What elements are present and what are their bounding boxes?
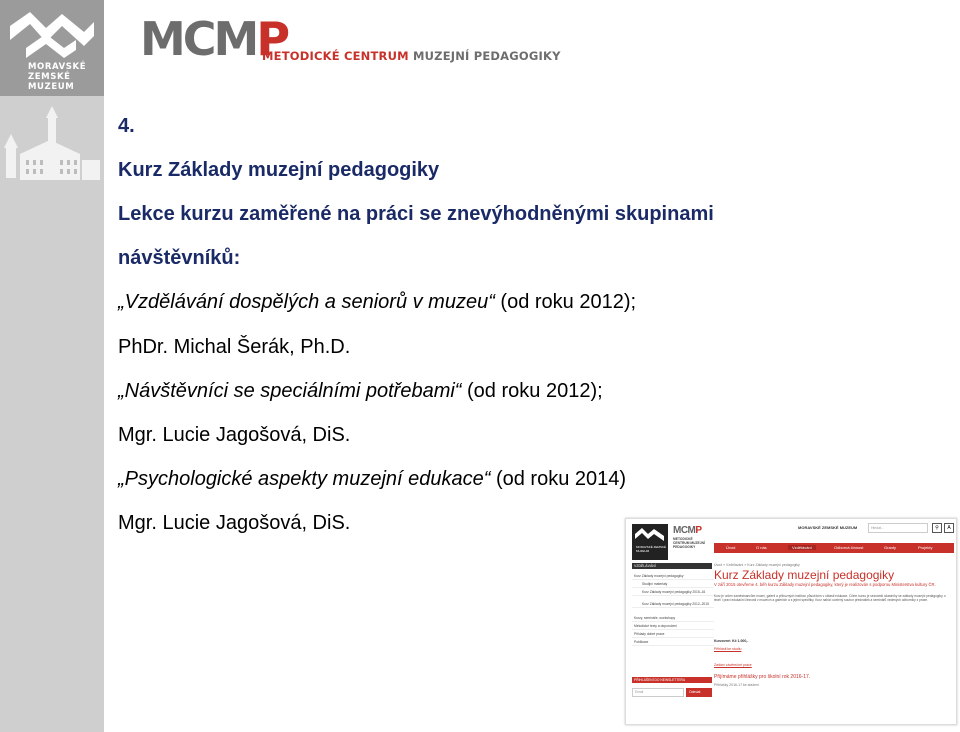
lesson-3-title: „Psychologické aspekty muzejní edukace“: [118, 468, 491, 490]
site-nav: [714, 543, 954, 553]
town-silhouette-image: [0, 104, 104, 194]
site-sidebar-heading: VZDĚLÁVÁNÍ: [632, 563, 712, 569]
lesson-2-title: „Návštěvníci se speciálními potřebami“: [118, 380, 462, 402]
mcmp-subtitle: METODICKÉ CENTRUM MUZEJNÍ PEDAGOGIKY: [262, 49, 561, 63]
mcmp-logo-red: P: [256, 12, 288, 66]
lesson-3-author: Mgr. Lucie Jagošová, DiS.: [118, 512, 351, 534]
site-newsletter-input[interactable]: Email: [632, 688, 684, 697]
site-nav-item[interactable]: O nás: [756, 545, 767, 550]
site-link-apply[interactable]: Přihlásit ke studiu: [714, 647, 742, 651]
site-breadcrumb: Úvod » Vzdělávání » Kurz Základy muzejní pedagogiky: [714, 563, 800, 567]
site-nav-item[interactable]: Úvod: [726, 545, 736, 550]
site-intro: V září 2015 otevřeme 4. běh kurzu Základy muzejní pedagogiky, který je realizován s podporou Ministerstva kultury ČR.: [714, 582, 936, 587]
sidebar-item[interactable]: Publikace: [632, 639, 714, 646]
sidebar-item[interactable]: Studijní materiály: [632, 581, 714, 588]
lessons-heading-cont: návštěvníků:: [118, 247, 241, 269]
site-font-size-icon[interactable]: A: [944, 523, 954, 533]
site-newsletter-button[interactable]: Odeslat: [686, 688, 712, 697]
sidebar-item[interactable]: Kurz Základy muzejní pedagogiky 2012–2015: [632, 601, 714, 608]
lesson-3-year: (od roku 2014): [490, 468, 627, 490]
slide-number: 4.: [118, 115, 135, 137]
site-logo-mark-icon: [632, 524, 668, 544]
lesson-1-title: „Vzdělávání dospělých a seniorů v muzeu“: [118, 291, 495, 313]
lesson-2-author: Mgr. Lucie Jagošová, DiS.: [118, 424, 351, 446]
lesson-2: [118, 380, 603, 403]
site-nav-item[interactable]: Odborná činnost: [834, 545, 864, 550]
site-top-link[interactable]: MORAVSKÉ ZEMSKÉ MUZEUM: [798, 525, 858, 530]
lesson-1: [118, 291, 636, 314]
site-link-thesis[interactable]: Zadání závěrečné práce: [714, 663, 752, 667]
sidebar-item[interactable]: Kurz Základy muzejní pedagogiky: [632, 573, 714, 580]
sidebar-item[interactable]: Kurzy, semináře, workshopy: [632, 615, 714, 622]
site-mcmp-logo: MCMP: [673, 525, 702, 536]
sidebar-item[interactable]: Příklady dobré praxe: [632, 631, 714, 638]
site-nav-item-active[interactable]: Vzdělávání: [788, 545, 816, 550]
lesson-2-year: (od roku 2012);: [461, 380, 603, 402]
site-museum-logo: MORAVSKÉ ZEMSKÉ MUZEUM: [632, 524, 668, 560]
website-screenshot: [625, 518, 957, 725]
museum-logo-text: MORAVSKÉ ZEMSKÉ MUZEUM: [28, 62, 87, 92]
site-nav-item[interactable]: Granty: [884, 545, 897, 550]
lesson-3: [118, 468, 626, 491]
site-search-input[interactable]: Hledat...: [868, 523, 928, 533]
museum-logo-mark-icon: [6, 4, 98, 60]
sidebar-item[interactable]: Kurz Základy muzejní pedagogiky 2015–16: [632, 589, 714, 596]
site-search-icon[interactable]: ⚲: [932, 523, 942, 533]
site-page-title: Kurz Základy muzejní pedagogiky: [714, 568, 895, 582]
museum-logo: [0, 0, 104, 96]
sidebar-item[interactable]: Metodické texty a doporučení: [632, 623, 714, 630]
site-price: Kurzovné: Kč 1.000,-: [714, 639, 749, 643]
site-body-text: Kurz je určen zaměstnancům muzeí, galerií a příbuzných institucí působícím v oblasti edukace. Cílem kurzu je seznámit účastníky se základy muzejní pedagogiky, s teorií i praxí edukační činnosti v muzeích a galeriích a s jejími specifiky. Kurz nabízí ucelený soubor přednášek a seminářů vedených odborníky z praxe.: [714, 594, 946, 602]
lesson-1-author: PhDr. Michal Šerák, Ph.D.: [118, 336, 351, 358]
site-subheading: Přijímáme přihlášky pro školní rok 2016-17.: [714, 674, 811, 680]
site-newsletter-heading: PŘIHLÁŠENÍ DO NEWSLETTERU: [632, 677, 712, 683]
mcmp-logo-grey: MCM: [140, 12, 257, 66]
course-title: Kurz Základy muzejní pedagogiky: [118, 159, 440, 181]
site-nav-item[interactable]: Projekty: [918, 545, 933, 550]
site-note[interactable]: Přihlášky 2016-17 ke stažení: [714, 683, 759, 687]
site-mcmp-sub: METODICKÉ CENTRUM MUZEJNÍ PEDAGOGIKY: [673, 537, 705, 549]
lessons-heading: Lekce kurzu zaměřené na práci se znevýhodněnými skupinami: [118, 203, 714, 225]
lesson-1-year: (od roku 2012);: [494, 291, 637, 313]
